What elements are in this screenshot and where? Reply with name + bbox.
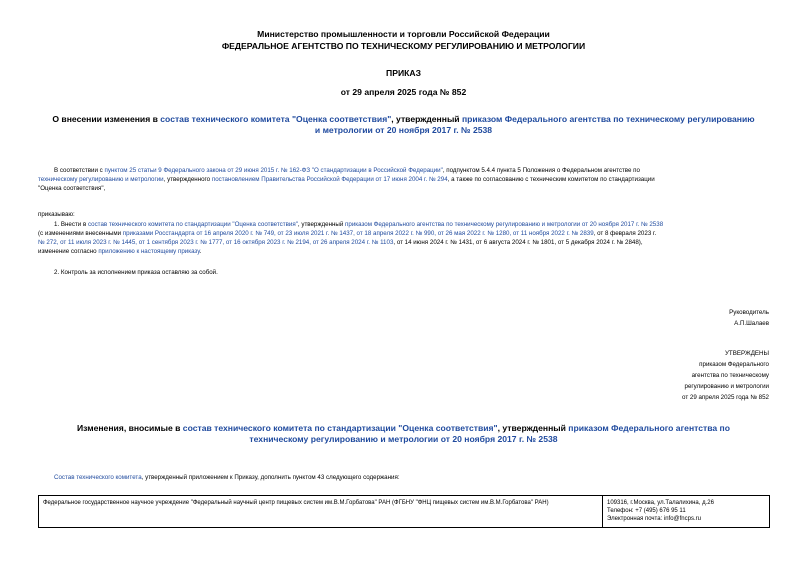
item1-link-appendix[interactable]: приложению к настоящему приказу — [98, 248, 200, 255]
item1-text: 1. Внести в — [54, 221, 88, 228]
table-row — [39, 496, 770, 528]
item2: 2. Контроль за исполнением приказа оставляю за собой. — [54, 269, 218, 276]
item1-text: изменение согласно — [38, 248, 99, 255]
title-mid: , утвержденный — [391, 114, 462, 124]
preamble-text: , а также по согласованию с техническим комитетом по стандартизации — [447, 176, 655, 183]
appendix-title-link-committee[interactable]: состав технического комитета по стандартизации "Оценка соответствия" — [182, 423, 498, 433]
document-title-line2 — [0, 125, 807, 136]
table-cell-organization: Федеральное государственное научное учреждение "Федеральный научный центр пищевых систем им.В.М.Горбатова" РАН (ФГБНУ "ФНЦ пищевых систем им.В.М.Горбатова" РАН) — [39, 496, 603, 528]
document-title — [0, 114, 807, 125]
contact-email: Электронная почта: info@fncps.ru — [607, 516, 701, 523]
preamble-link-law[interactable]: пунктом 25 статьи 9 Федерального закона от 29 июня 2015 г. № 162-ФЗ "О стандартизации в Российской Федерации" — [104, 167, 443, 174]
item1-link-amendments[interactable]: приказами Росстандарта от 16 апреля 2020 г. № 749, от 23 июля 2021 г. № 1437, от 18 апреля 2022 г. № 990, от 26 мая 2022 г. № 1280, от 11 ноября 2022 г. № 2839 — [122, 230, 594, 237]
item1-line3 — [38, 239, 643, 248]
title-link-committee[interactable]: состав технического комитета "Оценка соответствия" — [160, 114, 392, 124]
signature-name: А.П.Шалаев — [734, 320, 769, 327]
item1-link-amendments-cont[interactable]: № 272, от 11 июля 2023 г. № 1445, от 1 сентября 2023 г. № 1777, от 16 октября 2023 г. № 2194, от 26 апреля 2024 г. № 1103 — [38, 239, 394, 246]
appendix-title-pre: Изменения, вносимые в — [76, 423, 183, 433]
appendix-title-link-order[interactable]: приказом Федерального агентства по — [568, 423, 730, 433]
title-link-order[interactable]: приказом Федерального агентства по техническому регулированию — [461, 114, 755, 124]
item1-text: , утвержденный — [297, 221, 346, 228]
order-word: приказываю: — [38, 211, 75, 218]
committee-member-table — [38, 495, 770, 528]
document-type: ПРИКАЗ — [386, 68, 421, 78]
preamble-line1 — [38, 167, 770, 176]
title-link-order-cont[interactable]: и метрологии от 20 ноября 2017 г. № 2538 — [314, 125, 493, 135]
item1-link-committee[interactable]: состав технического комитета по стандартизации "Оценка соответствия" — [87, 221, 298, 228]
signature-role: Руководитель — [729, 309, 769, 316]
preamble-link-agency[interactable]: техническому регулированию и метрологии — [38, 176, 164, 183]
contact-address: 109316, г.Москва, ул.Талалихина, д.26 — [607, 500, 714, 506]
title-pre: О внесении изменения в — [52, 114, 161, 124]
appendix-title — [0, 423, 807, 434]
preamble-text: , утвержденного — [163, 176, 212, 183]
approval-line1: УТВЕРЖДЕНЫ — [725, 350, 769, 357]
ministry-name: Министерство промышленности и торговли Российской Федерации — [257, 29, 550, 39]
item1-line2 — [38, 230, 656, 239]
approval-line3: агентства по техническому — [691, 372, 769, 379]
item1-line1 — [54, 221, 663, 230]
preamble-link-decree[interactable]: постановлением Правительства Российской Федерации от 17 июня 2004 г. № 294 — [211, 176, 448, 183]
preamble-line2 — [38, 176, 655, 185]
appendix-link-composition[interactable]: Состав технического комитета — [54, 474, 142, 481]
item1-link-order[interactable]: приказом Федерального агентства по техническому регулированию и метрологии от 20 ноября 2017 г. № 2538 — [345, 221, 664, 228]
item1-text: ), — [638, 239, 643, 246]
document-date: от 29 апреля 2025 года № 852 — [340, 87, 467, 97]
item1-text: , от 8 февраля 2023 г. — [593, 230, 657, 237]
preamble-text: , подпунктом 5.4.4 пункта 5 Положения о Федеральном агентстве по — [442, 167, 640, 174]
contact-phone: Телефон: +7 (495) 676 95 11 — [607, 508, 686, 515]
item1-text: , от 14 июня 2024 г. № 1431, от 6 августа 2024 г. № 1801, от 5 декабря 2024 г. № 2848 — [393, 239, 639, 246]
approval-line5: от 29 апреля 2025 года № 852 — [682, 394, 769, 401]
appendix-title-line2 — [0, 434, 807, 445]
appendix-title-link-order-cont[interactable]: техническому регулированию и метрологии от 20 ноября 2017 г. № 2538 — [249, 434, 558, 444]
preamble-line3: "Оценка соответствия", — [38, 185, 106, 192]
item1-text: (с изменениями внесенными — [38, 230, 123, 237]
preamble-text: В соответствии с — [54, 167, 105, 174]
approval-line4: регулированию и метрологии — [684, 383, 769, 390]
appendix-text — [54, 474, 400, 483]
item1-text: . — [199, 248, 202, 255]
agency-name: ФЕДЕРАЛЬНОЕ АГЕНТСТВО ПО ТЕХНИЧЕСКОМУ РЕГУЛИРОВАНИЮ И МЕТРОЛОГИИ — [221, 41, 586, 51]
item1-line4 — [38, 248, 201, 257]
approval-line2: приказом Федерального — [699, 361, 769, 368]
appendix-text-rest: , утвержденный приложением к Приказу, дополнить пунктом 43 следующего содержания: — [141, 474, 400, 481]
appendix-title-mid: , утвержденный — [497, 423, 569, 433]
table-cell-contacts — [603, 496, 770, 528]
